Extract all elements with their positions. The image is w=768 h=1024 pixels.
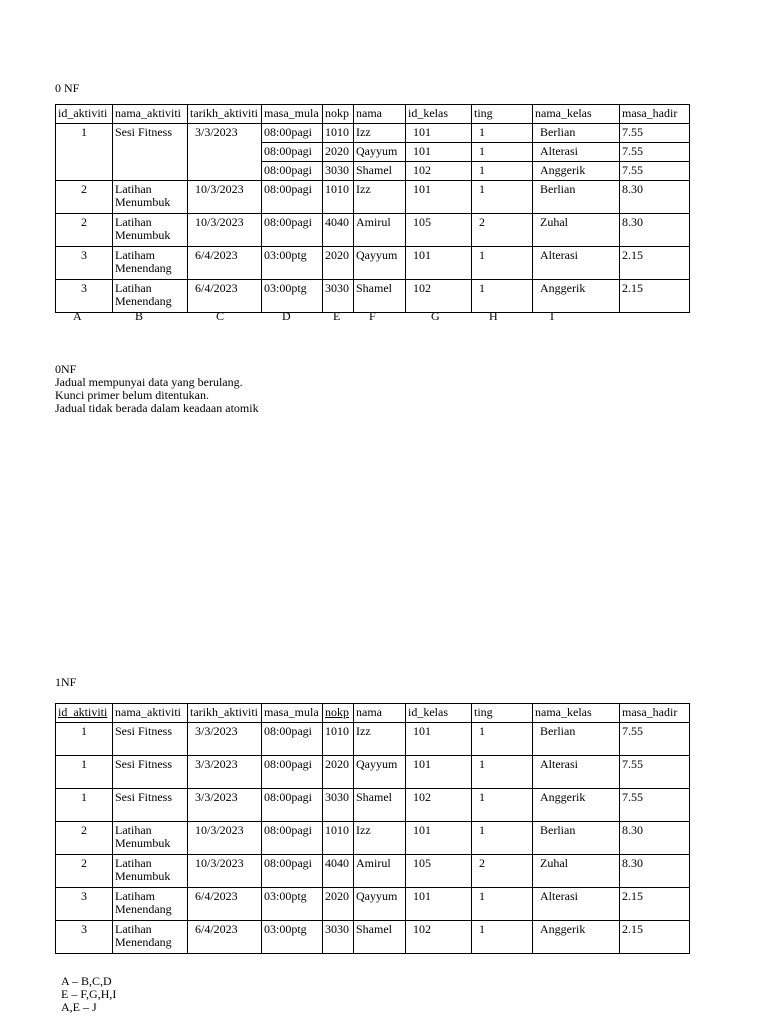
header-cell: nokp bbox=[323, 105, 354, 124]
table-cell: Latihan Menendang bbox=[113, 280, 188, 313]
table-cell: 08:00pagi bbox=[262, 723, 323, 756]
table-cell: Amirul bbox=[354, 214, 406, 247]
table-cell: Alterasi bbox=[533, 756, 620, 789]
table-cell: Latihan Menendang bbox=[113, 921, 188, 954]
table-cell: Berlian bbox=[533, 723, 620, 756]
table-cell: 3 bbox=[56, 888, 113, 921]
table-cell: Sesi Fitness bbox=[113, 723, 188, 756]
column-letter: C bbox=[216, 309, 225, 323]
notes-line: Jadual tidak berada dalam keadaan atomik bbox=[55, 401, 259, 415]
table-cell: 2 bbox=[472, 214, 533, 247]
table-cell: 3030 bbox=[323, 280, 354, 313]
table-cell: 10/3/2023 bbox=[188, 855, 262, 888]
table-cell: 3/3/2023 bbox=[188, 756, 262, 789]
table-cell: 10/3/2023 bbox=[188, 181, 262, 214]
column-letter: E bbox=[333, 309, 341, 323]
table-cell: 08:00pagi bbox=[262, 143, 323, 162]
table-cell: Qayyum bbox=[354, 888, 406, 921]
table-cell: Berlian bbox=[533, 124, 620, 143]
table-cell: 1 bbox=[472, 247, 533, 280]
table-cell: 2 bbox=[56, 181, 113, 214]
table-cell: Zuhal bbox=[533, 855, 620, 888]
table-cell: Anggerik bbox=[533, 789, 620, 822]
section-0nf-title: 0 NF bbox=[55, 81, 80, 95]
table-cell: Qayyum bbox=[354, 247, 406, 280]
table-row bbox=[56, 214, 690, 247]
primary-key-label: nokp bbox=[325, 705, 349, 719]
table-cell: 101 bbox=[406, 723, 472, 756]
table-cell: 1 bbox=[56, 124, 113, 181]
table-cell: Alterasi bbox=[533, 247, 620, 280]
table-cell: Berlian bbox=[533, 181, 620, 214]
table-cell: 6/4/2023 bbox=[188, 247, 262, 280]
table-cell: 8.30 bbox=[620, 855, 690, 888]
dependencies-block bbox=[61, 975, 116, 1014]
table-cell: 7.55 bbox=[620, 789, 690, 822]
notes-title: 0NF bbox=[55, 362, 77, 376]
section-1nf-title: 1NF bbox=[55, 675, 77, 689]
table-cell: 10/3/2023 bbox=[188, 214, 262, 247]
table-1nf bbox=[55, 703, 690, 954]
table-cell: 8.30 bbox=[620, 181, 690, 214]
table-cell: 1 bbox=[472, 181, 533, 214]
table-cell: 2020 bbox=[323, 756, 354, 789]
table-cell: 4040 bbox=[323, 855, 354, 888]
table-cell: 03:00ptg bbox=[262, 247, 323, 280]
table-cell: 1 bbox=[472, 921, 533, 954]
table-cell: 6/4/2023 bbox=[188, 280, 262, 313]
table-row bbox=[56, 789, 690, 822]
table-cell: 2020 bbox=[323, 247, 354, 280]
table-cell: Latiham Menendang bbox=[113, 247, 188, 280]
table-cell: 1 bbox=[56, 756, 113, 789]
table-cell: 2 bbox=[56, 855, 113, 888]
primary-key-label: id_aktiviti bbox=[58, 705, 108, 719]
table-cell: 8.30 bbox=[620, 822, 690, 855]
table-cell: Alterasi bbox=[533, 888, 620, 921]
table-cell: 3 bbox=[56, 247, 113, 280]
table-cell: 03:00ptg bbox=[262, 280, 323, 313]
column-letter: I bbox=[550, 309, 554, 323]
table-cell: 1 bbox=[472, 888, 533, 921]
table-cell: 1010 bbox=[323, 124, 354, 143]
table-cell: 101 bbox=[406, 143, 472, 162]
table-cell: Shamel bbox=[354, 789, 406, 822]
table-cell: Shamel bbox=[354, 162, 406, 181]
header-cell: nama_kelas bbox=[533, 704, 620, 723]
table-row bbox=[56, 855, 690, 888]
table-header-row bbox=[56, 704, 690, 723]
header-cell: id_kelas bbox=[406, 105, 472, 124]
header-cell: id_aktiviti bbox=[56, 105, 113, 124]
table-cell: 1 bbox=[472, 280, 533, 313]
table-cell: 101 bbox=[406, 181, 472, 214]
column-letter: A bbox=[73, 309, 82, 323]
table-cell: 1 bbox=[472, 124, 533, 143]
table-cell: 7.55 bbox=[620, 143, 690, 162]
column-letters bbox=[0, 309, 768, 323]
table-cell: 1 bbox=[472, 723, 533, 756]
dependency-line: A – B,C,D bbox=[61, 974, 112, 988]
header-cell: nama bbox=[354, 105, 406, 124]
table-cell: 2.15 bbox=[620, 888, 690, 921]
table-cell: 7.55 bbox=[620, 162, 690, 181]
header-cell: ting bbox=[472, 704, 533, 723]
table-cell: 102 bbox=[406, 280, 472, 313]
table-cell: 101 bbox=[406, 756, 472, 789]
table-row bbox=[56, 756, 690, 789]
table-cell: Sesi Fitness bbox=[113, 789, 188, 822]
table-cell: 1010 bbox=[323, 181, 354, 214]
header-cell: masa_mula bbox=[262, 105, 323, 124]
table-cell: 3030 bbox=[323, 921, 354, 954]
table-row bbox=[56, 280, 690, 313]
table-cell: 08:00pagi bbox=[262, 822, 323, 855]
table-row bbox=[56, 921, 690, 954]
table-row bbox=[56, 822, 690, 855]
header-cell: tarikh_aktiviti bbox=[188, 105, 262, 124]
table-cell: Latihan Menumbuk bbox=[113, 181, 188, 214]
header-cell: nama_aktiviti bbox=[113, 105, 188, 124]
table-cell: 7.55 bbox=[620, 124, 690, 143]
header-cell: masa_mula bbox=[262, 704, 323, 723]
column-letter: G bbox=[431, 309, 440, 323]
header-cell: nama bbox=[354, 704, 406, 723]
table-cell: 2.15 bbox=[620, 280, 690, 313]
table-cell: 2 bbox=[472, 855, 533, 888]
table-cell: 03:00ptg bbox=[262, 888, 323, 921]
table-cell: 3 bbox=[56, 921, 113, 954]
header-cell-key bbox=[323, 704, 354, 723]
header-cell: nama_kelas bbox=[533, 105, 620, 124]
table-cell: 1 bbox=[472, 756, 533, 789]
table-cell: Sesi Fitness bbox=[113, 756, 188, 789]
header-cell-key bbox=[56, 704, 113, 723]
header-cell: tarikh_aktiviti bbox=[188, 704, 262, 723]
table-cell: Izz bbox=[354, 822, 406, 855]
table-cell: 08:00pagi bbox=[262, 214, 323, 247]
table-cell: 3/3/2023 bbox=[188, 124, 262, 181]
table-cell: 6/4/2023 bbox=[188, 921, 262, 954]
table-cell: 3030 bbox=[323, 162, 354, 181]
header-cell: nama_aktiviti bbox=[113, 704, 188, 723]
table-cell: Anggerik bbox=[533, 162, 620, 181]
table-cell: 10/3/2023 bbox=[188, 822, 262, 855]
table-cell: 2 bbox=[56, 822, 113, 855]
table-cell: 08:00pagi bbox=[262, 855, 323, 888]
table-cell: 101 bbox=[406, 247, 472, 280]
table-cell: 2.15 bbox=[620, 921, 690, 954]
table-cell: 2.15 bbox=[620, 247, 690, 280]
column-letter: H bbox=[489, 309, 498, 323]
header-cell: id_kelas bbox=[406, 704, 472, 723]
table-cell: 6/4/2023 bbox=[188, 888, 262, 921]
table-cell: 7.55 bbox=[620, 756, 690, 789]
table-cell: 2020 bbox=[323, 143, 354, 162]
table-cell: 1010 bbox=[323, 723, 354, 756]
column-letter: F bbox=[369, 309, 376, 323]
table-row bbox=[56, 888, 690, 921]
table-cell: 1010 bbox=[323, 822, 354, 855]
table-cell: Shamel bbox=[354, 921, 406, 954]
header-cell: masa_hadir bbox=[620, 105, 690, 124]
table-cell: 3/3/2023 bbox=[188, 789, 262, 822]
table-header-row bbox=[56, 105, 690, 124]
dependency-line: A,E – J bbox=[61, 1000, 97, 1014]
table-row bbox=[56, 723, 690, 756]
table-row bbox=[56, 247, 690, 280]
table-cell: 08:00pagi bbox=[262, 124, 323, 143]
table-cell: Latiham Menendang bbox=[113, 888, 188, 921]
table-cell: Latihan Menumbuk bbox=[113, 214, 188, 247]
table-cell: 105 bbox=[406, 855, 472, 888]
table-cell: 105 bbox=[406, 214, 472, 247]
notes-line: Kunci primer belum ditentukan. bbox=[55, 388, 209, 402]
table-cell: 102 bbox=[406, 162, 472, 181]
table-cell: Sesi Fitness bbox=[113, 124, 188, 181]
table-row bbox=[56, 124, 690, 143]
table-cell: 03:00ptg bbox=[262, 921, 323, 954]
table-cell: 3030 bbox=[323, 789, 354, 822]
table-cell: 102 bbox=[406, 789, 472, 822]
table-cell: Zuhal bbox=[533, 214, 620, 247]
column-letter: B bbox=[135, 309, 144, 323]
table-cell: Amirul bbox=[354, 855, 406, 888]
table-cell: 101 bbox=[406, 822, 472, 855]
table-cell: Anggerik bbox=[533, 280, 620, 313]
notes-block bbox=[55, 363, 259, 415]
table-cell: 08:00pagi bbox=[262, 181, 323, 214]
table-cell: 8.30 bbox=[620, 214, 690, 247]
table-cell: Izz bbox=[354, 181, 406, 214]
column-letter: D bbox=[282, 309, 291, 323]
table-cell: Berlian bbox=[533, 822, 620, 855]
table-cell: 3 bbox=[56, 280, 113, 313]
table-cell: Qayyum bbox=[354, 143, 406, 162]
table-cell: 1 bbox=[472, 143, 533, 162]
table-cell: 101 bbox=[406, 888, 472, 921]
table-cell: 1 bbox=[472, 789, 533, 822]
table-cell: 08:00pagi bbox=[262, 756, 323, 789]
notes-line: Jadual mempunyai data yang berulang. bbox=[55, 375, 243, 389]
header-cell: masa_hadir bbox=[620, 704, 690, 723]
table-cell: 1 bbox=[56, 789, 113, 822]
table-cell: Latihan Menumbuk bbox=[113, 822, 188, 855]
table-cell: 1 bbox=[472, 162, 533, 181]
table-cell: Anggerik bbox=[533, 921, 620, 954]
table-cell: Qayyum bbox=[354, 756, 406, 789]
table-cell: 102 bbox=[406, 921, 472, 954]
table-cell: 101 bbox=[406, 124, 472, 143]
table-cell: Izz bbox=[354, 124, 406, 143]
table-0nf bbox=[55, 104, 690, 313]
table-cell: 08:00pagi bbox=[262, 789, 323, 822]
table-cell: Izz bbox=[354, 723, 406, 756]
table-cell: 4040 bbox=[323, 214, 354, 247]
table-cell: 7.55 bbox=[620, 723, 690, 756]
table-cell: 1 bbox=[56, 723, 113, 756]
table-cell: 3/3/2023 bbox=[188, 723, 262, 756]
table-row bbox=[56, 181, 690, 214]
table-cell: 1 bbox=[472, 822, 533, 855]
dependency-line: E – F,G,H,I bbox=[61, 987, 117, 1001]
table-cell: 2 bbox=[56, 214, 113, 247]
table-cell: 2020 bbox=[323, 888, 354, 921]
table-cell: Alterasi bbox=[533, 143, 620, 162]
table-cell: Latihan Menumbuk bbox=[113, 855, 188, 888]
table-cell: 08:00pagi bbox=[262, 162, 323, 181]
header-cell: ting bbox=[472, 105, 533, 124]
table-cell: Shamel bbox=[354, 280, 406, 313]
